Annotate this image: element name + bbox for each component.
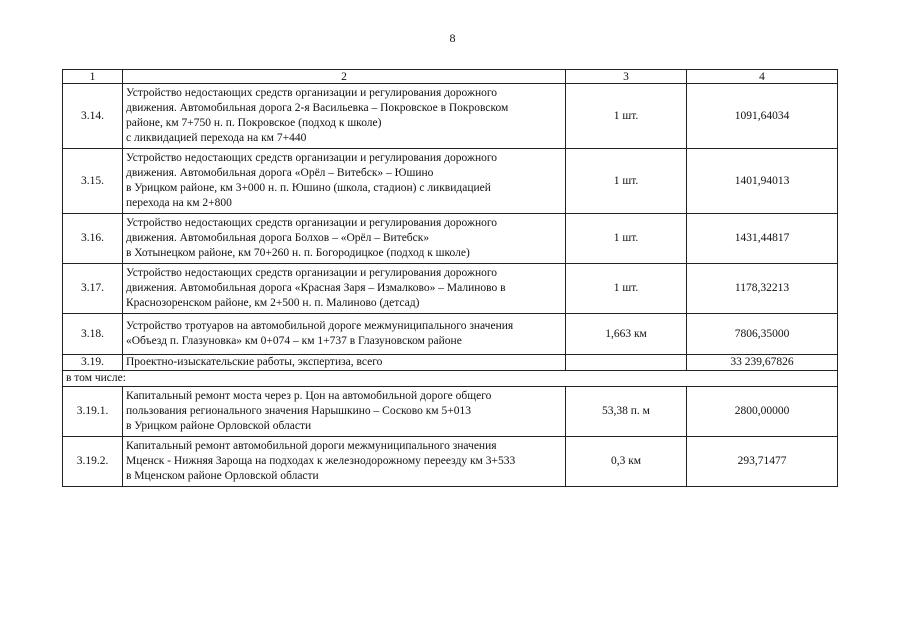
header-cell-4: 4	[687, 70, 838, 84]
description-line: Мценск - Нижняя Зароща на подходах к железнодорожному переезду км 3+533	[126, 455, 516, 467]
row-description	[123, 149, 566, 214]
table-header-row	[63, 70, 838, 84]
description-line: перехода на км 2+800	[126, 197, 232, 209]
header-cell-3: 3	[566, 70, 687, 84]
description-line: Устройство недостающих средств организации и регулирования дорожного	[126, 217, 498, 229]
description-line: пользования регионального значения Нарышкино – Сосково км 5+013	[126, 405, 471, 417]
row-quantity: 1,663 км	[566, 314, 687, 355]
table-row	[63, 84, 838, 149]
table-row	[63, 355, 838, 371]
description-line: Устройство недостающих средств организации и регулирования дорожного	[126, 87, 498, 99]
row-quantity: 1 шт.	[566, 264, 687, 314]
row-description	[123, 84, 566, 149]
row-description	[123, 387, 566, 437]
description-line: движения. Автомобильная дорога Болхов – «Орёл – Витебск»	[126, 232, 430, 244]
description-line: в Урицком районе, км 3+000 н. п. Юшино (школа, стадион) с ликвидацией	[126, 182, 491, 194]
description-line: районе, км 7+750 н. п. Покровское (подход к школе)	[126, 117, 382, 129]
row-amount: 1431,44817	[687, 214, 838, 264]
row-number: 3.17.	[63, 264, 123, 314]
description-line: с ликвидацией перехода на км 7+440	[126, 132, 307, 144]
row-number: 3.14.	[63, 84, 123, 149]
row-number: 3.16.	[63, 214, 123, 264]
row-quantity: 1 шт.	[566, 214, 687, 264]
works-table	[62, 69, 838, 487]
row-quantity	[566, 355, 687, 371]
row-description	[123, 355, 566, 371]
row-amount: 2800,00000	[687, 387, 838, 437]
table-row	[63, 264, 838, 314]
row-amount: 33 239,67826	[687, 355, 838, 371]
description-line: Устройство недостающих средств организации и регулирования дорожного	[126, 267, 498, 279]
table-row	[63, 314, 838, 355]
description-line: Капитальный ремонт автомобильной дороги межмуниципального значения	[126, 440, 497, 452]
row-amount: 1091,64034	[687, 84, 838, 149]
header-cell-2: 2	[123, 70, 566, 84]
row-description	[123, 264, 566, 314]
description-line: движения. Автомобильная дорога 2-я Васильевка – Покровское в Покровском	[126, 102, 509, 114]
row-number: 3.18.	[63, 314, 123, 355]
header-cell-1: 1	[63, 70, 123, 84]
page-number: 8	[449, 31, 456, 45]
description-line: движения. Автомобильная дорога «Красная Заря – Измалково» – Малиново в	[126, 282, 506, 294]
row-quantity: 1 шт.	[566, 84, 687, 149]
row-amount: 1401,94013	[687, 149, 838, 214]
row-quantity: 53,38 п. м	[566, 387, 687, 437]
table-row	[63, 214, 838, 264]
description-line: в Хотынецком районе, км 70+260 н. п. Богородицкое (подход к школе)	[126, 247, 470, 259]
table-row	[63, 149, 838, 214]
description-line: Устройство тротуаров на автомобильной дороге межмуниципального значения	[126, 320, 514, 332]
table-row	[63, 437, 838, 487]
description-line: в Урицком районе Орловской области	[126, 420, 312, 432]
description-line: Краснозоренском районе, км 2+500 н. п. Малиново (детсад)	[126, 297, 420, 309]
row-description	[123, 437, 566, 487]
description-line: «Объезд п. Глазуновка» км 0+074 – км 1+737 в Глазуновском районе	[126, 335, 462, 347]
row-description	[123, 214, 566, 264]
row-amount: 293,71477	[687, 437, 838, 487]
row-number: 3.19.	[63, 355, 123, 371]
subheading: в том числе:	[63, 371, 838, 387]
row-number: 3.19.2.	[63, 437, 123, 487]
row-amount: 1178,32213	[687, 264, 838, 314]
row-description	[123, 314, 566, 355]
description-line: Устройство недостающих средств организации и регулирования дорожного	[126, 152, 498, 164]
description-line: в Мценском районе Орловской области	[126, 470, 319, 482]
description-line: Капитальный ремонт моста через р. Цон на автомобильной дороге общего	[126, 390, 492, 402]
row-number: 3.15.	[63, 149, 123, 214]
row-quantity: 0,3 км	[566, 437, 687, 487]
description-line: движения. Автомобильная дорога «Орёл – Витебск» – Юшино	[126, 167, 434, 179]
description-line: Проектно-изыскательские работы, экспертиза, всего	[126, 356, 383, 368]
table-row	[63, 387, 838, 437]
subheading-row	[63, 371, 838, 387]
row-number: 3.19.1.	[63, 387, 123, 437]
row-amount: 7806,35000	[687, 314, 838, 355]
row-quantity: 1 шт.	[566, 149, 687, 214]
